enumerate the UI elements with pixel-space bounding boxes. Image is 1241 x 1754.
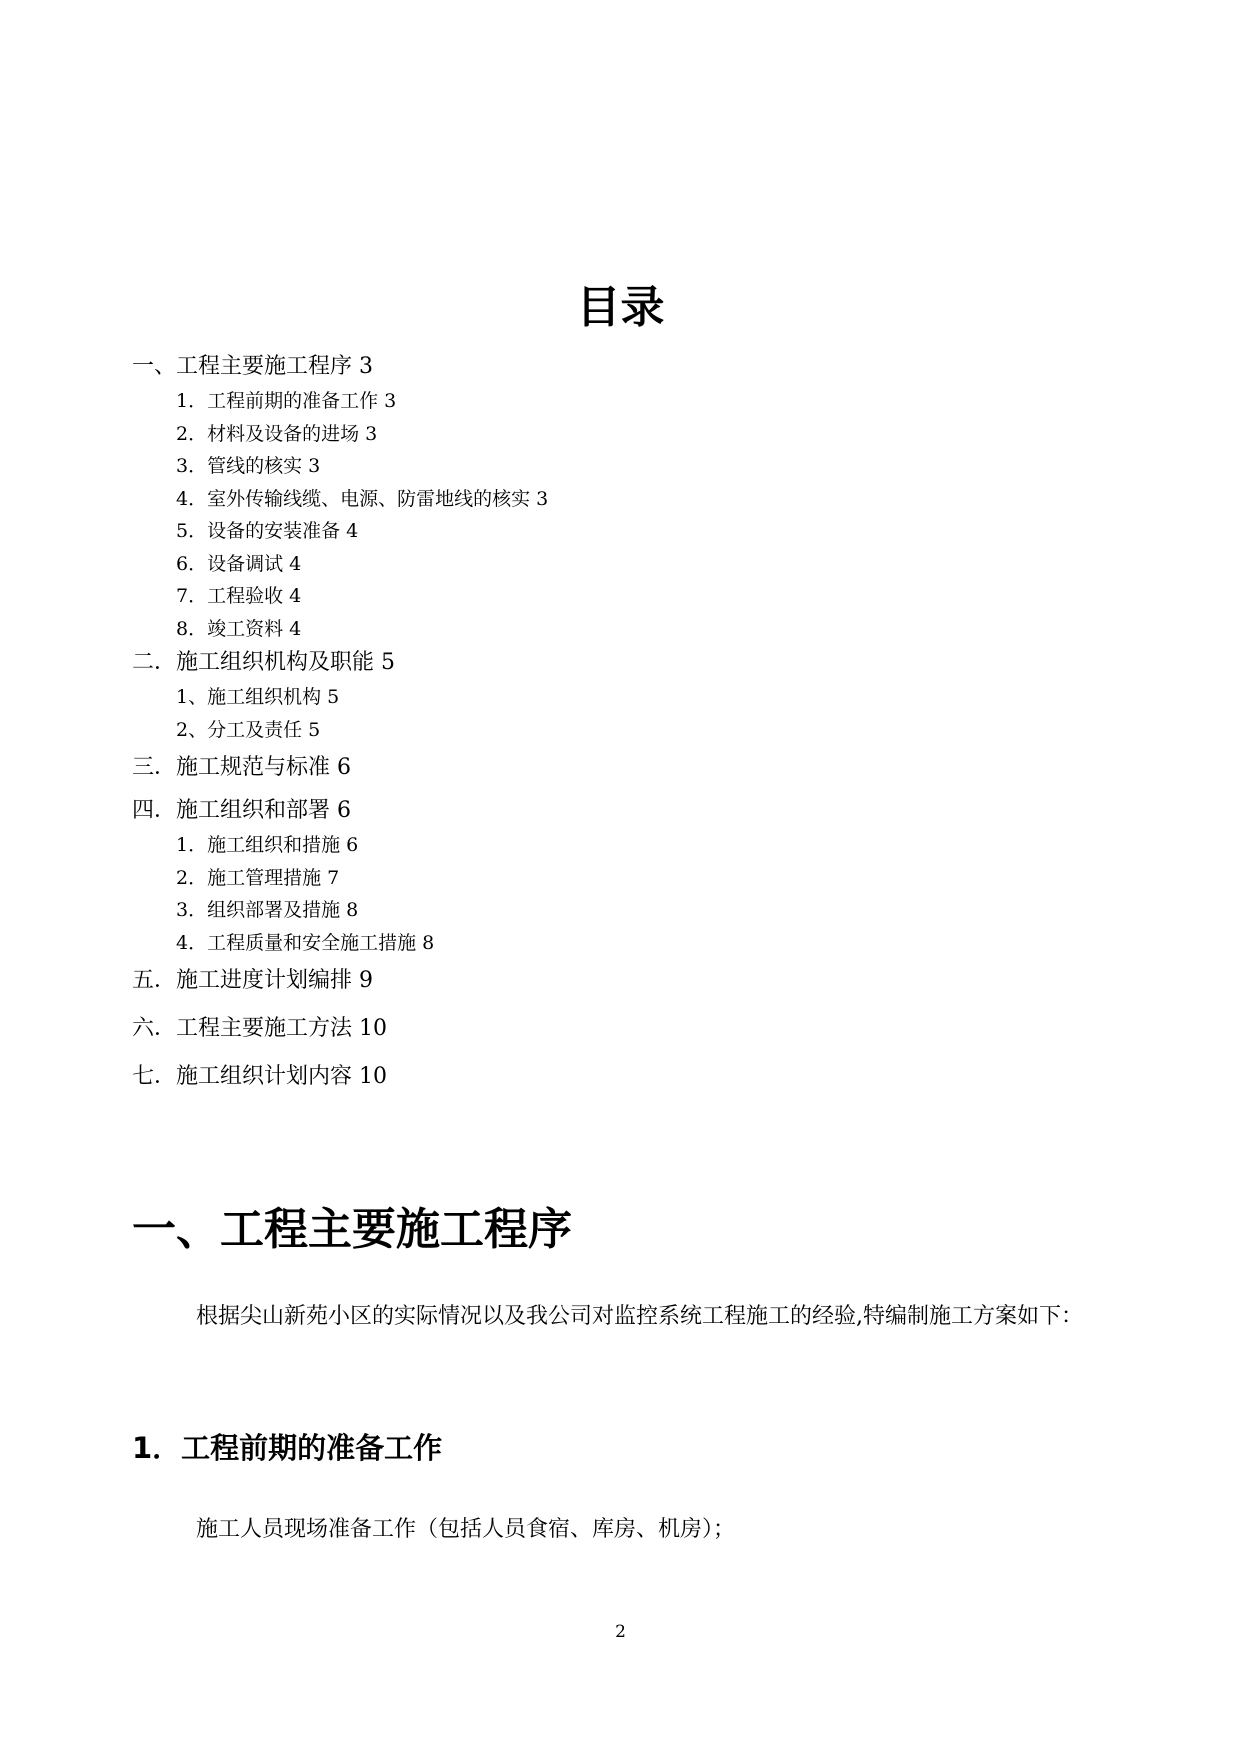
intro-paragraph: 根据尖山新苑小区的实际情况以及我公司对监控系统工程施工的经验,特编制施工方案如下： xyxy=(196,1304,1083,1329)
toc-entry[interactable]: 五．施工进度计划编排 9 xyxy=(132,968,373,993)
section-heading: 一、工程主要施工程序 xyxy=(132,1204,572,1255)
subsection-paragraph: 施工人员现场准备工作（包括人员食宿、库房、机房）； xyxy=(196,1517,736,1542)
toc-subentry[interactable]: 8．竣工资料 4 xyxy=(176,617,302,640)
toc-subentry[interactable]: 3．组织部署及措施 8 xyxy=(176,899,359,921)
toc-entry[interactable]: 一、工程主要施工程序 3 xyxy=(132,354,373,379)
toc-subentry[interactable]: 2．施工管理措施 7 xyxy=(176,866,340,889)
toc-entry[interactable]: 二．施工组织机构及职能 5 xyxy=(132,650,395,675)
toc-subentry[interactable]: 1、施工组织机构 5 xyxy=(176,686,340,708)
toc-subentry[interactable]: 1．工程前期的准备工作 3 xyxy=(176,390,397,412)
toc-subentry[interactable]: 3．管线的核实 3 xyxy=(176,455,321,477)
toc-subentry[interactable]: 5．设备的安装准备 4 xyxy=(176,520,359,542)
toc-entry[interactable]: 六．工程主要施工方法 10 xyxy=(132,1016,387,1041)
subsection-heading: 1．工程前期的准备工作 xyxy=(132,1431,443,1465)
toc-subentry[interactable]: 1．施工组织和措施 6 xyxy=(176,834,359,856)
toc-subentry[interactable]: 4．工程质量和安全施工措施 8 xyxy=(176,931,435,954)
page-number: 2 xyxy=(615,1622,626,1642)
toc-subentry[interactable]: 6．设备调试 4 xyxy=(176,552,302,575)
table-of-contents xyxy=(132,352,1132,1092)
toc-subentry[interactable]: 7．工程验收 4 xyxy=(176,585,302,607)
toc-subentry[interactable]: 4．室外传输线缆、电源、防雷地线的核实 3 xyxy=(176,487,549,510)
toc-entry[interactable]: 七．施工组织计划内容 10 xyxy=(132,1064,387,1089)
toc-entry[interactable]: 四．施工组织和部署 6 xyxy=(132,798,351,823)
toc-subentry[interactable]: 2．材料及设备的进场 3 xyxy=(176,422,378,445)
toc-entry[interactable]: 三．施工规范与标准 6 xyxy=(132,755,351,780)
toc-title: 目录 xyxy=(576,282,665,333)
toc-subentry[interactable]: 2、分工及责任 5 xyxy=(176,718,321,741)
